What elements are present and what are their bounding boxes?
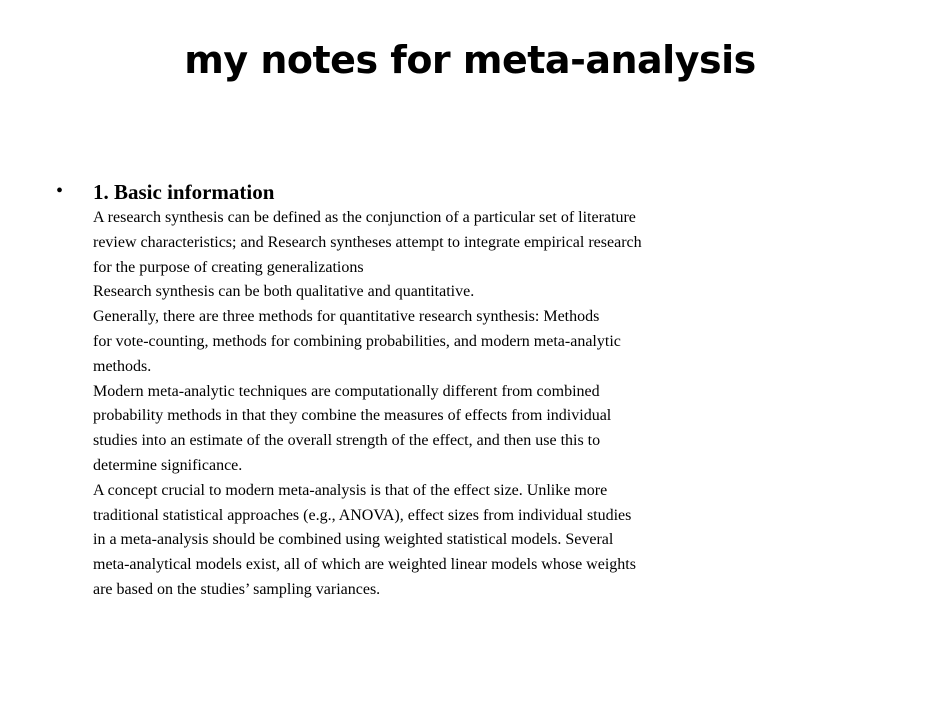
body-line: determine significance. (93, 456, 243, 474)
bullet-content (93, 178, 713, 603)
body-line: methods. (93, 357, 152, 375)
body-line: traditional statistical approaches (e.g., ANOVA), effect sizes from individual studies (93, 506, 632, 524)
body-line: Modern meta-analytic techniques are computationally different from combined (93, 382, 600, 400)
section-heading: 1. Basic information (93, 180, 275, 204)
body-line: studies into an estimate of the overall strength of the effect, and then use this to (93, 432, 601, 450)
body-line: meta-analytical models exist, all of which are weighted linear models whose weights (93, 556, 636, 574)
body-line: for the purpose of creating generalizations (93, 258, 364, 276)
body-line: A research synthesis can be defined as the conjunction of a particular set of literature (93, 209, 636, 226)
slide-title: my notes for meta-analysis (184, 38, 756, 82)
body-line: in a meta-analysis should be combined using weighted statistical models. Several (93, 531, 614, 549)
body-line: Research synthesis can be both qualitative and quantitative. (93, 283, 475, 301)
body-line: for vote-counting, methods for combining probabilities, and modern meta-analytic (93, 332, 621, 350)
body-line: review characteristics; and Research syntheses attempt to integrate empirical research (93, 233, 642, 251)
body-line: are based on the studies’ sampling variances. (93, 580, 381, 598)
body-line: probability methods in that they combine the measures of effects from individual (93, 407, 612, 425)
body-line: Generally, there are three methods for quantitative research synthesis: Methods (93, 308, 600, 326)
body-line: A concept crucial to modern meta-analysis is that of the effect size. Unlike more (93, 481, 608, 499)
bullet-marker: • (56, 180, 64, 202)
body-text (93, 206, 713, 603)
